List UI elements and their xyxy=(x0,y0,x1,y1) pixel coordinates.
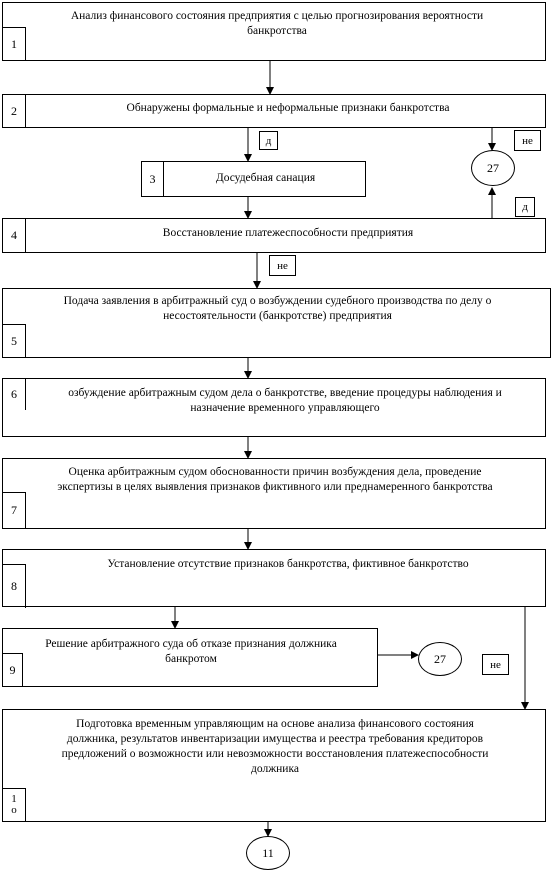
tag-yes-2: д xyxy=(515,197,535,217)
circle-27-top: 27 xyxy=(471,150,515,186)
step-10-line-3: предложений о возможности или невозможности восстановления платежеспособности xyxy=(61,748,489,760)
step-9-line-1: Решение арбитражного суда об отказе признания должника xyxy=(45,638,337,650)
step-10-line-2: должника, результатов инвентаризации имущества и реестра требования кредиторов xyxy=(66,733,484,745)
step-10-box xyxy=(2,709,546,822)
step-10-line-4: должника xyxy=(251,763,299,775)
step-10-number-suffix: о xyxy=(11,804,17,816)
step-2-box xyxy=(2,94,546,128)
circle-11: 11 xyxy=(246,836,290,870)
tag-no-2: не xyxy=(269,255,296,276)
step-4-box xyxy=(2,218,546,253)
step-6-number: 6 xyxy=(3,379,26,410)
step-10-number xyxy=(3,788,26,821)
step-1-line-2: банкротства xyxy=(247,25,307,37)
step-8-box xyxy=(2,549,546,607)
step-3-line-1: Досудебная санация xyxy=(215,172,316,184)
step-10-line-1: Подготовка временным управляющим на основе анализа финансового состояния xyxy=(76,718,474,730)
step-5-box xyxy=(2,288,551,358)
tag-yes-1: д xyxy=(259,131,278,150)
step-6-line-2: назначение временного управляющего xyxy=(190,402,380,414)
step-8-number: 8 xyxy=(3,564,26,608)
step-9-box xyxy=(2,628,378,687)
step-10-number-digit: 1 xyxy=(11,793,17,805)
step-3-number: 3 xyxy=(142,162,164,196)
step-5-line-2: несостоятельности (банкротстве) предприятия xyxy=(163,310,392,322)
step-7-box xyxy=(2,458,546,529)
step-7-line-1: Оценка арбитражным судом обоснованности причин возбуждения дела, проведение xyxy=(68,466,482,478)
step-4-line-1: Восстановление платежеспособности предприятия xyxy=(162,227,414,239)
step-2-line-1: Обнаружены формальные и неформальные признаки банкротства xyxy=(126,102,450,114)
step-5-line-1: Подача заявления в арбитражный суд о возбуждении судебного производства по делу о xyxy=(63,295,492,307)
step-9-number: 9 xyxy=(3,653,23,686)
tag-no-3: не xyxy=(482,654,509,675)
circle-27-bottom: 27 xyxy=(418,642,462,676)
step-6-box xyxy=(2,378,546,437)
step-5-number: 5 xyxy=(3,324,26,357)
step-1-number: 1 xyxy=(3,27,26,60)
step-4-number: 4 xyxy=(3,219,26,252)
step-7-line-2: экспертизы в целях выявления признаков фиктивного или преднамеренного банкротства xyxy=(57,481,493,493)
step-1-line-1: Анализ финансового состояния предприятия с целью прогнозирования вероятности xyxy=(70,10,484,22)
step-8-line-1: Установление отсутствие признаков банкротства, фиктивное банкротство xyxy=(107,558,469,570)
step-2-number: 2 xyxy=(3,95,26,127)
step-9-line-2: банкротом xyxy=(165,653,217,665)
step-3-box xyxy=(141,161,366,197)
tag-no-1: не xyxy=(514,130,541,151)
step-1-box xyxy=(2,2,546,61)
step-6-line-1: озбуждение арбитражным судом дела о банкротстве, введение процедуры наблюдения и xyxy=(68,387,502,399)
step-7-number: 7 xyxy=(3,492,26,528)
